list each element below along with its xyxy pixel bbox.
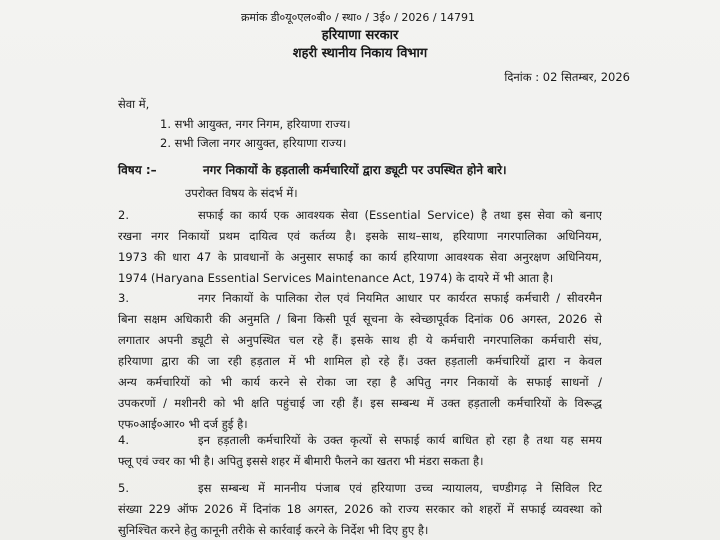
paragraph-line: 1974 (Haryana Essential Services Maintenance Act, 1974) के दायरे में भी आता है। bbox=[118, 271, 554, 285]
addressee-2: 2. सभी जिला नगर आयुक्त, हरियाणा राज्य। bbox=[160, 136, 347, 150]
paragraph-number: 5. bbox=[118, 481, 129, 495]
paragraph-line: 1973 की धारा 47 के प्रावधानों के अनुसार सफाई का कार्य हरियाणा आवश्यक सेवा अनुरक्षण अधिनियम, bbox=[118, 250, 602, 264]
paragraph-line: अन्य कर्मचारियों को भी कार्य करने से रोका जा रहा है अपितु नगर निकायों के सफाई साधनों / bbox=[118, 375, 602, 389]
paragraph-line: लगातार अपनी ड्यूटी से अनुपस्थित चल रहे हैं। इसके साथ ही ये कर्मचारी नगरपालिका कर्मचारी संघ, bbox=[118, 333, 602, 347]
addressee-1: 1. सभी आयुक्त, नगर निगम, हरियाणा राज्य। bbox=[160, 117, 351, 131]
paragraph-line: रखना नगर निकायों प्रथम दायित्व एवं कर्तव्य है। इसके साथ–साथ, हरियाणा नगरपालिका अधिनियम, bbox=[118, 229, 602, 243]
paragraph-number: 3. bbox=[118, 291, 129, 305]
paragraph-line: सफाई का कार्य एक आवश्यक सेवा (Essential Service) है तथा इस सेवा को बनाए bbox=[198, 208, 602, 222]
paragraph-number: 4. bbox=[118, 433, 129, 447]
reference-number: क्रमांक डी०यू०एल०बी० / स्था० / 3ई० / 2026 / 14791 bbox=[240, 11, 476, 24]
paragraph-line: नगर निकायों के पालिका रोल एवं नियमित आधार पर कार्यरत सफाई कर्मचारी / सीवरमैन bbox=[198, 291, 602, 305]
paragraph-line: उपकरणों / मशीनरी को भी क्षति पहुंचाई जा रही हैं। इस सम्बन्ध में उक्त हड़ताली कर्मचारियों के विरूद्ध bbox=[118, 396, 602, 410]
letter-date: दिनांक : 02 सितम्बर, 2026 bbox=[504, 70, 630, 84]
reference-context: उपरोक्त विषय के संदर्भ में। bbox=[185, 186, 298, 200]
government-name: हरियाणा सरकार bbox=[321, 28, 399, 43]
paragraph-line: बिना सक्षम अधिकारी की अनुमति / बिना किसी पूर्व सूचना के स्वेच्छापूर्वक दिनांक 06 अगस्त, 2026 से bbox=[118, 312, 602, 326]
department-name: शहरी स्थानीय निकाय विभाग bbox=[292, 46, 428, 61]
to-label: सेवा में, bbox=[118, 97, 150, 111]
paragraph-line: संख्या 229 ऑफ 2026 में दिनांक 18 अगस्त, 2026 को राज्य सरकार को शहरों में सफाई व्यवस्था को bbox=[118, 502, 602, 516]
paragraph-line: फ्लू एवं ज्वर का भी है। अपितु इससे शहर में बीमारी फैलने का खतरा भी मंडरा सकता है। bbox=[118, 454, 484, 468]
paragraph-line: इस सम्बन्ध में माननीय पंजाब एवं हरियाणा उच्च न्यायालय, चण्डीगढ़ ने सिविल रिट bbox=[198, 481, 602, 495]
subject-label: विषय :– bbox=[118, 163, 157, 177]
paragraph-number: 2. bbox=[118, 208, 129, 222]
subject-text: नगर निकायों के हड़ताली कर्मचारियों द्वारा ड्यूटी पर उपस्थित होने बारे। bbox=[203, 163, 507, 177]
paragraph-line: इन हड़ताली कर्मचारियों के उक्त कृत्यों से सफाई कार्य बाधित हो रहा है तथा यह समय bbox=[198, 433, 602, 447]
paragraph-line: एफ०आई०आर० भी दर्ज हुई है। bbox=[118, 417, 248, 431]
paragraph-line: हरियाणा द्वारा की जा रही हड़ताल में भी शामिल हो रहे हैं। उक्त हड़ताली कर्मचारियों द्वारा न केवल bbox=[118, 354, 602, 368]
paragraph-line: सुनिश्चित करने हेतु कानूनी तरीके से कार्रवाई करने के निर्देश भी दिए हुए है। bbox=[118, 523, 429, 537]
